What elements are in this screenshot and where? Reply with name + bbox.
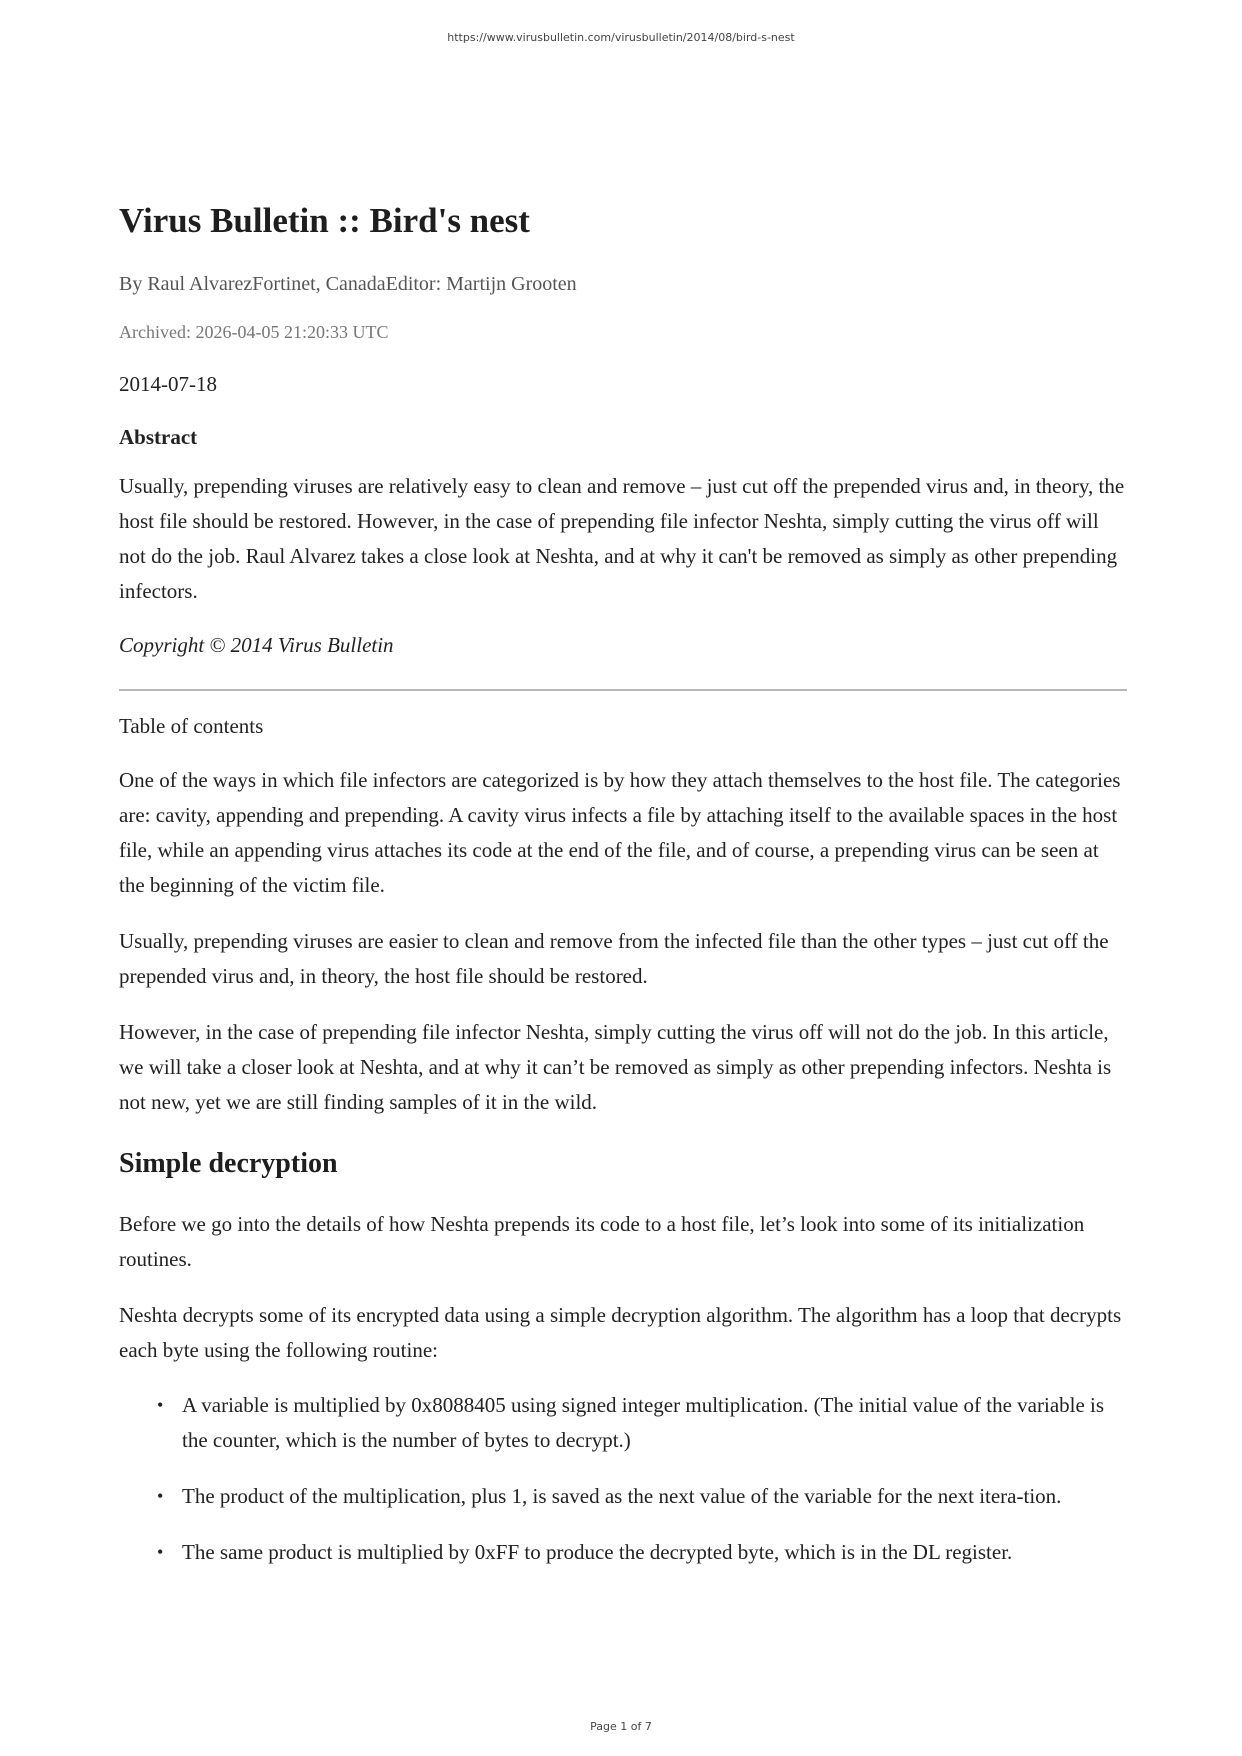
- archived-timestamp: Archived: 2026-04-05 21:20:33 UTC: [119, 322, 389, 342]
- decryption-steps-list: [119, 1388, 1127, 1570]
- list-item: [157, 1388, 1127, 1458]
- page-url: https://www.virusbulletin.com/virusbulletin/2014/08/bird-s-nest: [447, 31, 795, 44]
- article: [119, 200, 1127, 1591]
- list-item-text: The product of the multiplication, plus 1, is saved as the next value of the variable for the next itera-tion.: [182, 1483, 1062, 1508]
- publish-date: 2014-07-18: [119, 371, 217, 396]
- table-of-contents-link[interactable]: Table of contents: [119, 713, 264, 738]
- abstract-heading: Abstract: [119, 424, 198, 449]
- body-paragraph: Usually, prepending viruses are easier to clean and remove from the infected file than the other types – just cut off the prepended virus and, in theory, the host file should be restored.: [119, 929, 1109, 989]
- body-paragraph: However, in the case of prepending file infector Neshta, simply cutting the virus off will not do the job. In this article, we will take a closer look at Neshta, and at why it can’t be removed as simply as other prepending infectors. Neshta is not new, yet we are still finding samples of it in the wild.: [119, 1020, 1112, 1115]
- page-number: Page 1 of 7: [590, 1720, 652, 1733]
- byline: By Raul AlvarezFortinet, CanadaEditor: Martijn Grooten: [119, 273, 577, 295]
- bullet-icon: •: [157, 1541, 164, 1562]
- copyright-notice: Copyright © 2014 Virus Bulletin: [119, 632, 394, 657]
- list-item: [157, 1535, 1127, 1570]
- list-item-text: The same product is multiplied by 0xFF to produce the decrypted byte, which is in the DL register.: [182, 1539, 1013, 1564]
- section-paragraph: Before we go into the details of how Neshta prepends its code to a host file, let’s look into some of its initialization routines.: [119, 1211, 1085, 1271]
- section-heading: Simple decryption: [119, 1148, 338, 1180]
- bullet-icon: •: [157, 1394, 164, 1415]
- article-title: Virus Bulletin :: Bird's nest: [119, 201, 530, 240]
- list-item: [157, 1479, 1127, 1514]
- divider: [119, 689, 1127, 691]
- abstract-text: Usually, prepending viruses are relatively easy to clean and remove – just cut off the prepended virus and, in theory, the host file should be restored. However, in the case of prepending file infector Neshta, simply cutting the virus off will not do the job. Raul Alvarez takes a close look at Neshta, and at why it can't be removed as simply as other prepending infectors.: [119, 473, 1125, 603]
- section-paragraph: Neshta decrypts some of its encrypted data using a simple decryption algorithm. The algorithm has a loop that decrypts each byte using the following routine:: [119, 1302, 1122, 1362]
- bullet-icon: •: [157, 1485, 164, 1506]
- body-paragraph: One of the ways in which file infectors are categorized is by how they attach themselves to the host file. The categories are: cavity, appending and prepending. A cavity virus infects a file by attaching itself to the available spaces in the host file, while an appending virus attaches its code at the end of the file, and of course, a prepending virus can be seen at the beginning of the victim file.: [119, 768, 1121, 898]
- list-item-text: A variable is multiplied by 0x8088405 using signed integer multiplication. (The initial value of the variable is the counter, which is the number of bytes to decrypt.): [182, 1392, 1105, 1452]
